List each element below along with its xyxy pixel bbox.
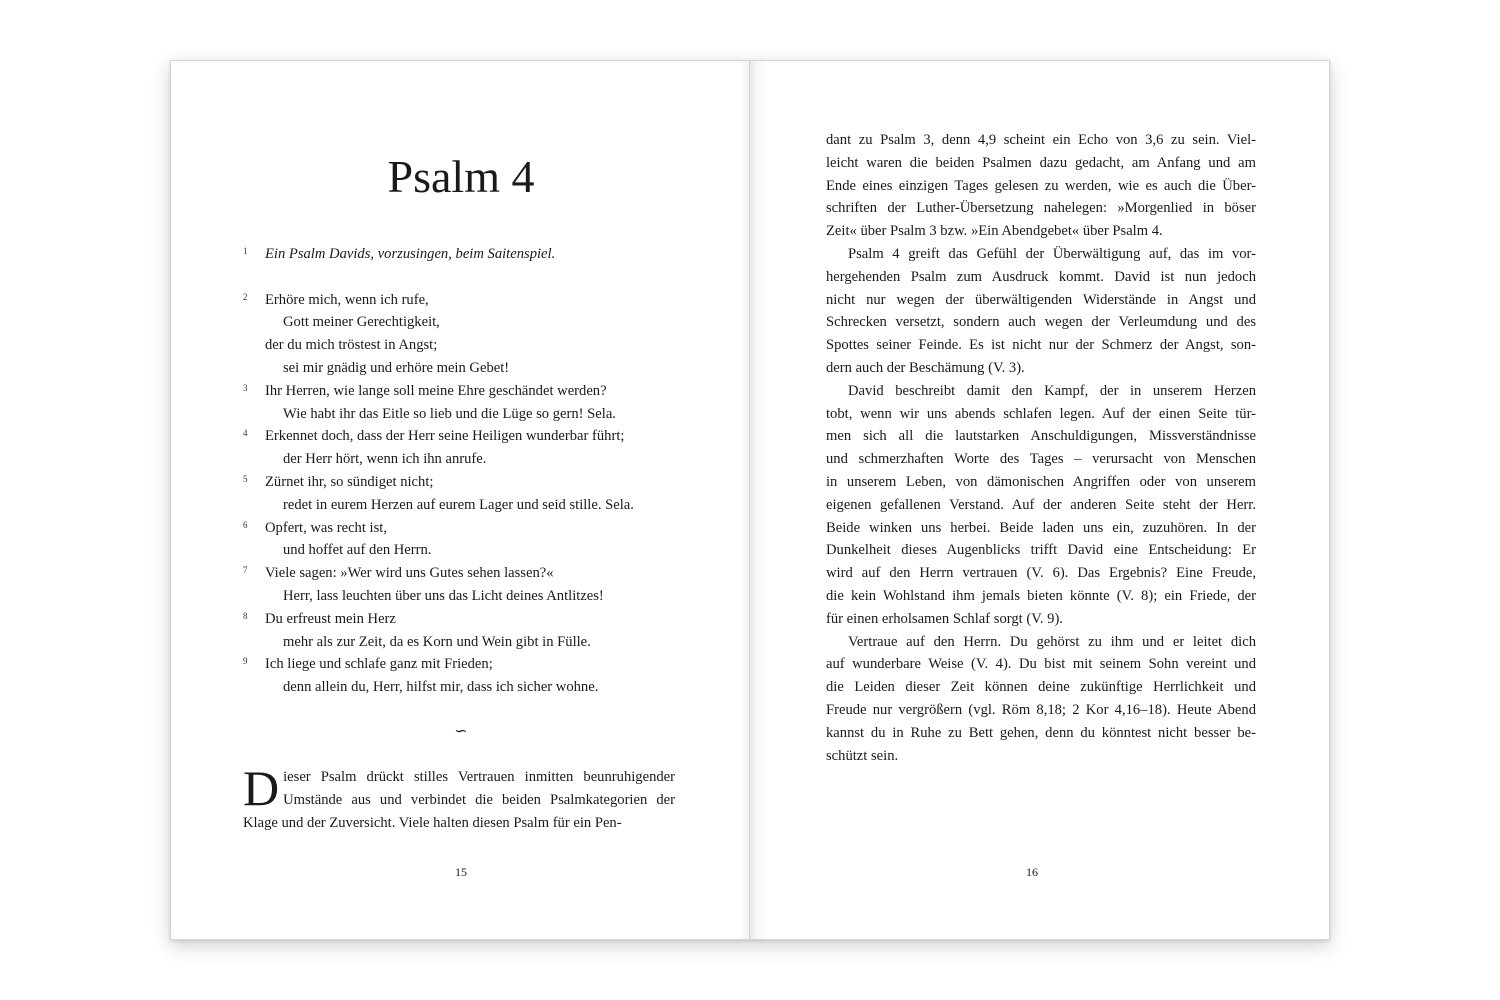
- verse-text: Ihr Herren, wie lange soll meine Ehre geschändet werden?: [265, 382, 607, 399]
- verse-line: [243, 562, 683, 585]
- text-line: Psalm 4 greift das Gefühl der Überwältigung auf, das im vor-: [848, 245, 1256, 262]
- verse-text: Herr, lass leuchten über uns das Licht deines Antlitzes!: [283, 587, 604, 604]
- verse-line: [243, 425, 683, 448]
- verse-text: der Herr hört, wenn ich ihn anrufe.: [283, 451, 487, 468]
- verse-number: 1: [243, 246, 248, 256]
- verse-text: Ein Psalm Davids, vorzusingen, beim Saitenspiel.: [265, 246, 556, 262]
- verse-line: [243, 289, 683, 312]
- text-line: nicht nur wegen der überwältigenden Widerstände in Angst und: [826, 291, 1256, 308]
- text-line: Beide winken uns herbei. Beide laden uns ein, zuzuhören. In der: [826, 519, 1256, 536]
- verse-number: 6: [243, 519, 248, 530]
- commentary-text: ieser Psalm drückt stilles Vertrauen inmitten beunruhigender Umstände aus und verbindet die beiden Psalmkategorien der Klage und der Zuversicht. Viele halten diesen Psalm für ein Pen-: [243, 769, 675, 831]
- verse-text: redet in eurem Herzen auf eurem Lager und seid stille. Sela.: [283, 496, 634, 513]
- section-ornament: ∽: [454, 721, 468, 740]
- verse-text: Erhöre mich, wenn ich rufe,: [265, 291, 429, 308]
- text-line: Ende eines einzigen Tages gelesen zu werden, wie es auch die Über-: [826, 177, 1256, 194]
- verse-text: Viele sagen: »Wer wird uns Gutes sehen lassen?«: [265, 565, 554, 582]
- text-line: dant zu Psalm 3, denn 4,9 scheint ein Echo von 3,6 zu sein. Viel-: [826, 132, 1256, 148]
- verse-line: [243, 448, 683, 471]
- verse-text: Gott meiner Gerechtigkeit,: [283, 314, 440, 331]
- verse-text: und hoffet auf den Herrn.: [283, 542, 432, 559]
- verse-line: [243, 517, 683, 540]
- verse-line: [243, 585, 683, 608]
- page-title: Psalm 4: [387, 151, 535, 202]
- verse-text: Du erfreust mein Herz: [265, 610, 396, 627]
- text-line: kannst du in Ruhe zu Bett gehen, denn du könntest nicht besser be-: [826, 724, 1256, 741]
- verse-number: 5: [243, 473, 248, 484]
- commentary-start: [243, 760, 675, 834]
- verse-line: [243, 653, 683, 676]
- text-line: und schmerzhaften Worte des Tages – verursacht von Menschen: [826, 451, 1256, 468]
- verse-text: der du mich tröstest in Angst;: [265, 337, 438, 354]
- verse-line: [243, 311, 683, 334]
- text-line: Freude nur vergrößern (vgl. Röm 8,18; 2 Kor 4,16–18). Heute Abend: [826, 701, 1256, 718]
- verse-text: Wie habt ihr das Eitle so lieb und die Lüge so gern! Sela.: [283, 405, 616, 422]
- text-line: für einen erholsamen Schlaf sorgt (V. 9).: [826, 610, 1063, 627]
- text-line: dern auch der Beschämung (V. 3).: [826, 359, 1025, 376]
- commentary-continued: [826, 129, 1256, 767]
- text-line: auf wunderbare Weise (V. 4). Du bist mit seinem Sohn vereint und: [826, 656, 1256, 673]
- left-page: [170, 60, 750, 940]
- text-line: wird auf den Herrn vertrauen (V. 6). Das Ergebnis? Eine Freude,: [826, 565, 1256, 582]
- verse-line: [243, 380, 683, 403]
- verse-line: [243, 357, 683, 380]
- text-line: die kein Wohlstand ihm jemals bieten könnte (V. 8); ein Friede, der: [826, 587, 1256, 604]
- verse-number: 3: [243, 382, 248, 393]
- text-line: in unserem Leben, von dämonischen Angriffen oder von unserem: [826, 473, 1256, 490]
- page-number-left: 15: [455, 865, 467, 879]
- verse-line: [243, 494, 683, 517]
- verse-line: [243, 243, 683, 266]
- verse-text: Opfert, was recht ist,: [265, 519, 387, 536]
- verse-line: [243, 608, 683, 631]
- text-line: Zeit« über Psalm 3 bzw. »Ein Abendgebet« über Psalm 4.: [826, 223, 1163, 240]
- verse-text: Erkennet doch, dass der Herr seine Heiligen wunderbar führt;: [265, 428, 625, 445]
- verse-text: mehr als zur Zeit, da es Korn und Wein gibt in Fülle.: [283, 633, 591, 650]
- book-spread: [170, 60, 1330, 940]
- verse-number: 4: [243, 428, 248, 439]
- text-line: schützt sein.: [826, 747, 899, 764]
- verse-text: denn allein du, Herr, hilfst mir, dass ich sicher wohne.: [283, 679, 599, 696]
- verse-line: [243, 676, 683, 699]
- text-line: Schrecken versetzt, sondern auch wegen der Verleumdung und des: [826, 314, 1256, 331]
- verse-text: Ich liege und schlafe ganz mit Frieden;: [265, 656, 493, 673]
- text-line: leicht waren die beiden Psalmen dazu gedacht, am Anfang und am: [826, 154, 1256, 171]
- text-line: Spottes seiner Feinde. Es ist nicht nur der Schmerz der Angst, son-: [826, 337, 1256, 354]
- psalm-verses: [243, 243, 683, 699]
- verse-line: [243, 334, 683, 357]
- text-line: Vertraue auf den Herrn. Du gehörst zu ihm und er leitet dich: [848, 633, 1256, 650]
- text-line: die Leiden dieser Zeit können deine zukünftige Herrlichkeit und: [826, 679, 1256, 696]
- page-number-right: 16: [1026, 865, 1038, 879]
- verse-line: [243, 631, 683, 654]
- text-line: hergehenden Psalm zum Ausdruck kommt. David ist nun jedoch: [826, 268, 1256, 285]
- verse-text: Zürnet ihr, so sündiget nicht;: [265, 473, 434, 490]
- verse-line: [243, 471, 683, 494]
- drop-cap: D: [243, 760, 280, 816]
- verse-text: sei mir gnädig und erhöre mein Gebet!: [283, 359, 510, 376]
- text-line: men sich all die lautstarken Anschuldigungen, Missverständnisse: [826, 428, 1256, 445]
- text-line: tobt, wenn wir uns abends schlafen legen. Auf der einen Seite tür-: [826, 405, 1256, 422]
- right-page: [750, 60, 1330, 940]
- verse-number: 9: [243, 656, 248, 667]
- text-line: eigenen gefallenen Verstand. Auf der anderen Seite steht der Herr.: [826, 496, 1256, 513]
- text-line: Dunkelheit dieses Augenblicks trifft David eine Entscheidung: Er: [826, 542, 1256, 559]
- text-line: schriften der Luther-Übersetzung nahelegen: »Morgenlied in böser: [826, 200, 1256, 217]
- verse-line: [243, 403, 683, 426]
- verse-number: 2: [243, 291, 248, 302]
- text-line: David beschreibt damit den Kampf, der in unserem Herzen: [848, 382, 1256, 399]
- verse-number: 7: [243, 565, 248, 576]
- verse-number: 8: [243, 610, 248, 621]
- verse-line: [243, 539, 683, 562]
